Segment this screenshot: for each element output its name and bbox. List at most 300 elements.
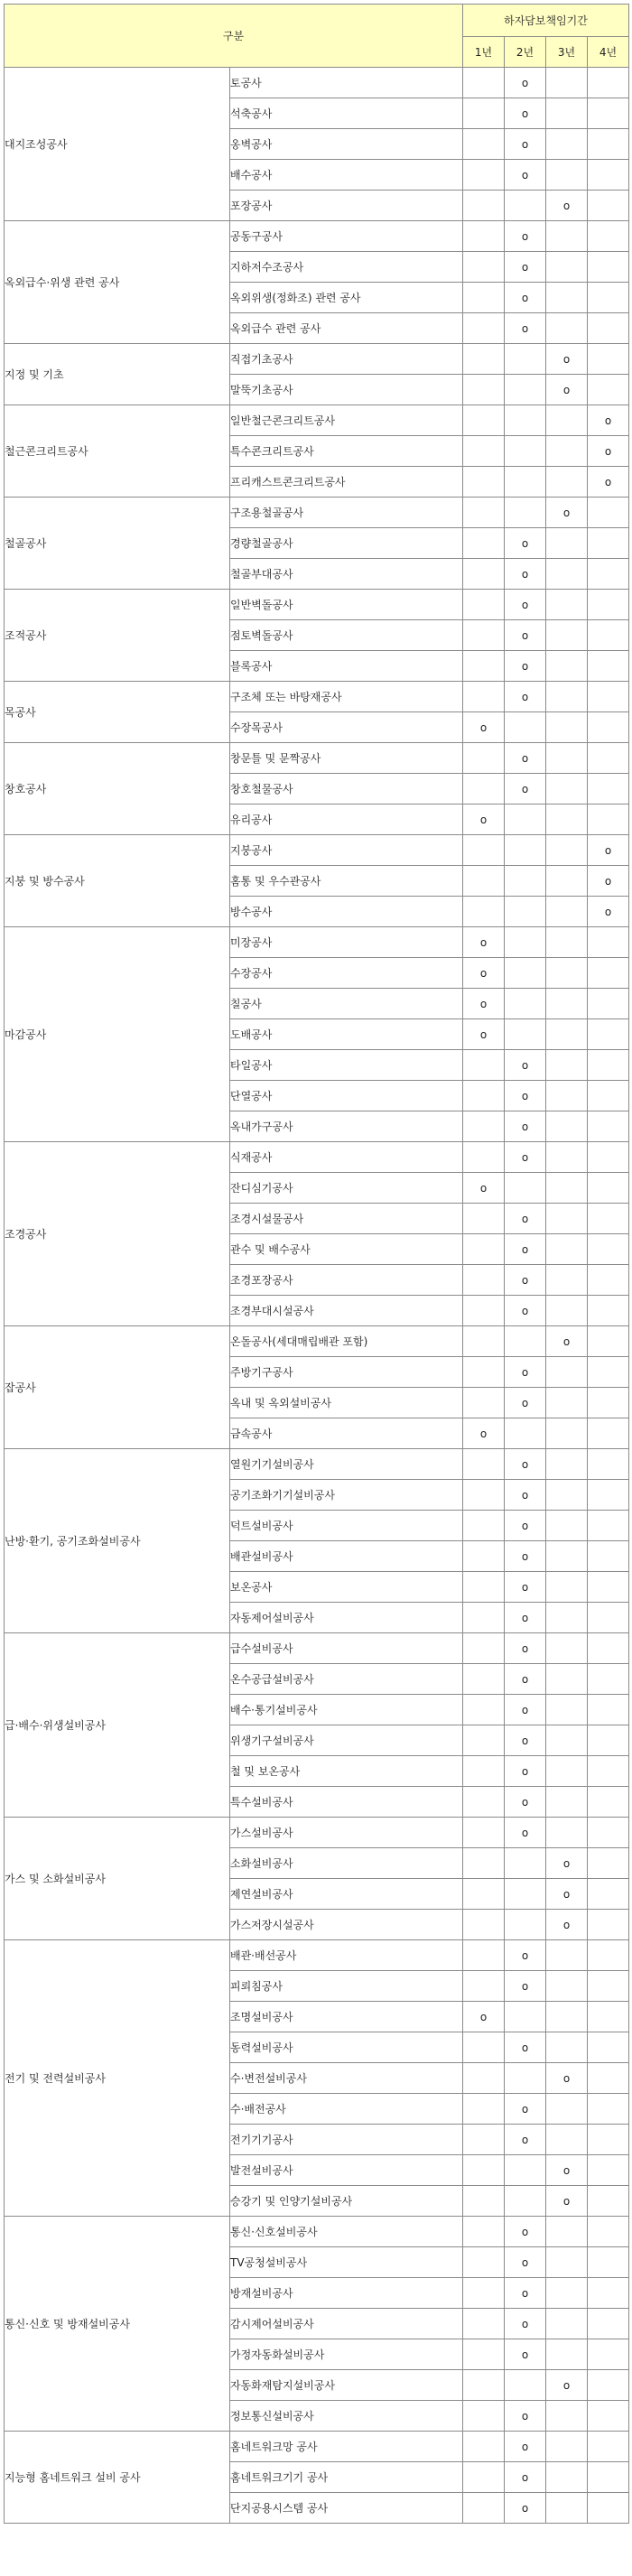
year-1-cell: o <box>463 712 505 743</box>
year-2-cell: o <box>505 620 546 651</box>
work-item-cell: 조경부대시설공사 <box>230 1296 463 1326</box>
category-cell: 마감공사 <box>5 927 230 1142</box>
year-1-cell <box>463 375 505 405</box>
year-1-cell <box>463 1695 505 1725</box>
year-1-cell <box>463 98 505 129</box>
work-item-cell: 승강기 및 인양기설비공사 <box>230 2186 463 2217</box>
year-1-cell <box>463 2432 505 2462</box>
year-3-cell: o <box>546 344 588 375</box>
work-item-cell: 포장공사 <box>230 191 463 221</box>
year-3-cell <box>546 405 588 436</box>
work-item-cell: 도배공사 <box>230 1019 463 1050</box>
year-4-cell <box>588 590 629 620</box>
table-row <box>5 835 629 866</box>
year-3-cell: o <box>546 2155 588 2186</box>
year-3-cell <box>546 313 588 344</box>
work-item-cell: TV공청설비공사 <box>230 2247 463 2278</box>
work-item-cell: 잔디심기공사 <box>230 1173 463 1204</box>
year-3-cell <box>546 2094 588 2125</box>
table-row <box>5 2432 629 2462</box>
table-row <box>5 2217 629 2247</box>
work-item-cell: 방수공사 <box>230 897 463 927</box>
year-2-cell: o <box>505 98 546 129</box>
category-cell: 조경공사 <box>5 1142 230 1326</box>
work-item-cell: 식재공사 <box>230 1142 463 1173</box>
year-4-cell <box>588 283 629 313</box>
year-1-cell <box>463 774 505 804</box>
year-3-cell <box>546 774 588 804</box>
year-4-cell <box>588 2401 629 2432</box>
work-item-cell: 보온공사 <box>230 1572 463 1603</box>
year-1-cell <box>463 129 505 160</box>
year-2-cell <box>505 2063 546 2094</box>
year-4-cell <box>588 2186 629 2217</box>
year-1-cell <box>463 1111 505 1142</box>
category-cell: 대지조성공사 <box>5 68 230 221</box>
year-4-cell <box>588 1848 629 1879</box>
year-4-cell <box>588 498 629 528</box>
year-4-cell <box>588 2278 629 2309</box>
year-2-cell: o <box>505 129 546 160</box>
year-2-cell: o <box>505 1265 546 1296</box>
year-1-cell <box>463 2401 505 2432</box>
year-3-cell <box>546 590 588 620</box>
year-3-cell <box>546 989 588 1019</box>
work-item-cell: 배관설비공사 <box>230 1541 463 1572</box>
year-1-cell <box>463 2493 505 2524</box>
year-3-cell <box>546 1971 588 2002</box>
work-item-cell: 경량철골공사 <box>230 528 463 559</box>
work-item-cell: 방재설비공사 <box>230 2278 463 2309</box>
work-item-cell: 가정자동화설비공사 <box>230 2339 463 2370</box>
work-item-cell: 미장공사 <box>230 927 463 958</box>
category-cell: 지붕 및 방수공사 <box>5 835 230 927</box>
year-2-cell: o <box>505 1388 546 1418</box>
year-3-cell <box>546 835 588 866</box>
year-2-cell: o <box>505 1695 546 1725</box>
year-4-cell <box>588 191 629 221</box>
year-1-cell <box>463 498 505 528</box>
year-2-cell: o <box>505 68 546 98</box>
year-1-cell <box>463 1357 505 1388</box>
work-item-cell: 온수공급설비공사 <box>230 1664 463 1695</box>
year-1-cell <box>463 2217 505 2247</box>
year-4-cell <box>588 2155 629 2186</box>
year-3-cell <box>546 528 588 559</box>
year-2-cell: o <box>505 1541 546 1572</box>
work-item-cell: 가스설비공사 <box>230 1818 463 1848</box>
category-cell: 급·배수·위생설비공사 <box>5 1633 230 1818</box>
year-1-cell <box>463 1664 505 1695</box>
year-1-cell: o <box>463 2002 505 2032</box>
work-item-cell: 홈네트워크기기 공사 <box>230 2462 463 2493</box>
year-2-cell: o <box>505 2493 546 2524</box>
work-item-cell: 철골부대공사 <box>230 559 463 590</box>
header-year-2: 2년 <box>505 37 546 68</box>
table-row <box>5 68 629 98</box>
year-2-cell: o <box>505 559 546 590</box>
year-1-cell <box>463 1050 505 1081</box>
category-cell: 가스 및 소화설비공사 <box>5 1818 230 1940</box>
year-3-cell <box>546 804 588 835</box>
table-row <box>5 927 629 958</box>
year-4-cell <box>588 1418 629 1449</box>
year-3-cell: o <box>546 1879 588 1910</box>
year-2-cell <box>505 2155 546 2186</box>
work-item-cell: 배수공사 <box>230 160 463 191</box>
year-3-cell: o <box>546 1326 588 1357</box>
year-4-cell: o <box>588 467 629 498</box>
work-item-cell: 창호철물공사 <box>230 774 463 804</box>
year-1-cell <box>463 191 505 221</box>
year-3-cell <box>546 559 588 590</box>
year-3-cell <box>546 1664 588 1695</box>
work-item-cell: 주방기구공사 <box>230 1357 463 1388</box>
year-4-cell <box>588 1940 629 1971</box>
year-2-cell: o <box>505 1050 546 1081</box>
year-1-cell <box>463 2309 505 2339</box>
category-cell: 지능형 홈네트워크 설비 공사 <box>5 2432 230 2524</box>
year-2-cell: o <box>505 1234 546 1265</box>
year-4-cell <box>588 1142 629 1173</box>
year-2-cell <box>505 1910 546 1940</box>
year-3-cell <box>546 866 588 897</box>
work-item-cell: 직접기초공사 <box>230 344 463 375</box>
year-2-cell: o <box>505 1449 546 1480</box>
year-1-cell <box>463 2125 505 2155</box>
year-4-cell <box>588 1818 629 1848</box>
work-item-cell: 자동화재탐지설비공사 <box>230 2370 463 2401</box>
year-4-cell <box>588 2309 629 2339</box>
work-item-cell: 특수설비공사 <box>230 1787 463 1818</box>
year-3-cell: o <box>546 2186 588 2217</box>
year-4-cell <box>588 1725 629 1756</box>
work-item-cell: 칠공사 <box>230 989 463 1019</box>
year-2-cell: o <box>505 283 546 313</box>
year-4-cell <box>588 1081 629 1111</box>
work-item-cell: 정보통신설비공사 <box>230 2401 463 2432</box>
year-3-cell <box>546 467 588 498</box>
year-1-cell <box>463 344 505 375</box>
year-3-cell <box>546 252 588 283</box>
year-2-cell: o <box>505 313 546 344</box>
year-1-cell <box>463 313 505 344</box>
category-cell: 철골공사 <box>5 498 230 590</box>
year-4-cell <box>588 2125 629 2155</box>
year-4-cell: o <box>588 866 629 897</box>
table-row <box>5 1633 629 1664</box>
year-2-cell: o <box>505 1725 546 1756</box>
work-item-cell: 열원기기설비공사 <box>230 1449 463 1480</box>
year-2-cell <box>505 989 546 1019</box>
year-1-cell <box>463 1081 505 1111</box>
year-1-cell <box>463 252 505 283</box>
header-year-3: 3년 <box>546 37 588 68</box>
table-row <box>5 1940 629 1971</box>
year-3-cell <box>546 1296 588 1326</box>
work-item-cell: 급수설비공사 <box>230 1633 463 1664</box>
year-2-cell: o <box>505 1357 546 1388</box>
year-2-cell <box>505 1326 546 1357</box>
year-1-cell: o <box>463 1418 505 1449</box>
year-2-cell <box>505 1019 546 1050</box>
year-3-cell <box>546 927 588 958</box>
year-1-cell <box>463 590 505 620</box>
work-item-cell: 구조용철골공사 <box>230 498 463 528</box>
year-4-cell <box>588 620 629 651</box>
table-row <box>5 1326 629 1357</box>
work-item-cell: 블록공사 <box>230 651 463 682</box>
year-4-cell <box>588 774 629 804</box>
year-3-cell <box>546 1418 588 1449</box>
work-item-cell: 말뚝기초공사 <box>230 375 463 405</box>
year-2-cell: o <box>505 2401 546 2432</box>
work-item-cell: 일반벽돌공사 <box>230 590 463 620</box>
year-2-cell <box>505 498 546 528</box>
year-4-cell <box>588 1111 629 1142</box>
year-2-cell <box>505 2002 546 2032</box>
work-item-cell: 옥외급수 관련 공사 <box>230 313 463 344</box>
warranty-period-table <box>4 4 629 2524</box>
year-1-cell <box>463 1388 505 1418</box>
year-2-cell: o <box>505 1818 546 1848</box>
year-4-cell <box>588 2432 629 2462</box>
year-3-cell: o <box>546 191 588 221</box>
year-1-cell <box>463 1326 505 1357</box>
year-1-cell <box>463 1265 505 1296</box>
year-2-cell: o <box>505 2217 546 2247</box>
work-item-cell: 공기조화기기설비공사 <box>230 1480 463 1511</box>
year-1-cell <box>463 1633 505 1664</box>
year-1-cell <box>463 1142 505 1173</box>
category-cell: 지정 및 기초 <box>5 344 230 405</box>
work-item-cell: 관수 및 배수공사 <box>230 1234 463 1265</box>
year-2-cell: o <box>505 1787 546 1818</box>
year-1-cell <box>463 436 505 467</box>
year-4-cell <box>588 1541 629 1572</box>
year-3-cell <box>546 1234 588 1265</box>
table-row <box>5 344 629 375</box>
year-3-cell <box>546 98 588 129</box>
year-1-cell <box>463 1879 505 1910</box>
year-2-cell: o <box>505 1142 546 1173</box>
work-item-cell: 공동구공사 <box>230 221 463 252</box>
year-1-cell <box>463 1725 505 1756</box>
year-3-cell <box>546 1357 588 1388</box>
year-4-cell <box>588 375 629 405</box>
work-item-cell: 지하저수조공사 <box>230 252 463 283</box>
year-4-cell <box>588 1388 629 1418</box>
work-item-cell: 점토벽돌공사 <box>230 620 463 651</box>
header-year-4: 4년 <box>588 37 629 68</box>
year-4-cell <box>588 743 629 774</box>
year-2-cell <box>505 1879 546 1910</box>
year-4-cell <box>588 344 629 375</box>
year-4-cell <box>588 1234 629 1265</box>
year-4-cell <box>588 313 629 344</box>
year-4-cell <box>588 98 629 129</box>
year-1-cell <box>463 1787 505 1818</box>
year-2-cell: o <box>505 651 546 682</box>
year-3-cell <box>546 1480 588 1511</box>
year-1-cell <box>463 2063 505 2094</box>
year-2-cell: o <box>505 590 546 620</box>
year-1-cell <box>463 835 505 866</box>
year-1-cell <box>463 682 505 712</box>
year-3-cell <box>546 2462 588 2493</box>
year-4-cell <box>588 1787 629 1818</box>
year-4-cell <box>588 958 629 989</box>
year-4-cell: o <box>588 436 629 467</box>
year-4-cell <box>588 1633 629 1664</box>
year-4-cell <box>588 1695 629 1725</box>
table-row <box>5 682 629 712</box>
year-3-cell <box>546 2278 588 2309</box>
year-3-cell: o <box>546 2370 588 2401</box>
year-4-cell <box>588 1204 629 1234</box>
work-item-cell: 조명설비공사 <box>230 2002 463 2032</box>
work-item-cell: 석축공사 <box>230 98 463 129</box>
year-3-cell: o <box>546 1848 588 1879</box>
year-4-cell <box>588 2493 629 2524</box>
year-1-cell <box>463 1449 505 1480</box>
year-4-cell <box>588 651 629 682</box>
year-4-cell <box>588 1756 629 1787</box>
work-item-cell: 옥내가구공사 <box>230 1111 463 1142</box>
year-3-cell <box>546 1050 588 1081</box>
year-4-cell <box>588 1511 629 1541</box>
year-2-cell: o <box>505 2462 546 2493</box>
year-3-cell <box>546 712 588 743</box>
year-3-cell <box>546 1541 588 1572</box>
year-3-cell <box>546 1725 588 1756</box>
year-1-cell <box>463 620 505 651</box>
year-4-cell <box>588 2217 629 2247</box>
category-cell: 난방·환기, 공기조화설비공사 <box>5 1449 230 1633</box>
year-2-cell <box>505 436 546 467</box>
table-row <box>5 1142 629 1173</box>
year-1-cell <box>463 283 505 313</box>
work-item-cell: 제연설비공사 <box>230 1879 463 1910</box>
header-warranty-period: 하자담보책임기간 <box>463 5 629 37</box>
year-4-cell <box>588 1326 629 1357</box>
year-2-cell <box>505 712 546 743</box>
year-3-cell <box>546 2125 588 2155</box>
year-4-cell <box>588 2462 629 2493</box>
year-1-cell <box>463 1848 505 1879</box>
year-3-cell: o <box>546 498 588 528</box>
year-1-cell <box>463 2247 505 2278</box>
work-item-cell: 수장목공사 <box>230 712 463 743</box>
year-3-cell <box>546 1111 588 1142</box>
year-1-cell <box>463 651 505 682</box>
year-1-cell: o <box>463 958 505 989</box>
year-4-cell <box>588 1449 629 1480</box>
year-3-cell <box>546 2493 588 2524</box>
work-item-cell: 감시제어설비공사 <box>230 2309 463 2339</box>
year-1-cell: o <box>463 927 505 958</box>
year-3-cell <box>546 897 588 927</box>
category-cell: 창호공사 <box>5 743 230 835</box>
year-2-cell <box>505 866 546 897</box>
year-3-cell <box>546 682 588 712</box>
year-2-cell: o <box>505 2032 546 2063</box>
year-2-cell: o <box>505 1664 546 1695</box>
year-3-cell <box>546 2401 588 2432</box>
year-1-cell <box>463 2032 505 2063</box>
year-4-cell <box>588 1572 629 1603</box>
year-4-cell <box>588 1664 629 1695</box>
year-2-cell: o <box>505 1511 546 1541</box>
year-4-cell <box>588 1019 629 1050</box>
category-cell: 조적공사 <box>5 590 230 682</box>
year-3-cell <box>546 160 588 191</box>
year-2-cell: o <box>505 2247 546 2278</box>
year-4-cell <box>588 2339 629 2370</box>
year-1-cell <box>463 866 505 897</box>
year-4-cell <box>588 160 629 191</box>
year-1-cell <box>463 1511 505 1541</box>
year-2-cell: o <box>505 2309 546 2339</box>
work-item-cell: 금속공사 <box>230 1418 463 1449</box>
table-row <box>5 1818 629 1848</box>
year-1-cell <box>463 1971 505 2002</box>
year-2-cell: o <box>505 1081 546 1111</box>
year-2-cell: o <box>505 1480 546 1511</box>
year-1-cell <box>463 528 505 559</box>
year-3-cell <box>546 1449 588 1480</box>
year-3-cell <box>546 436 588 467</box>
work-item-cell: 피뢰침공사 <box>230 1971 463 2002</box>
table-body <box>5 68 629 2524</box>
year-2-cell <box>505 1848 546 1879</box>
work-item-cell: 일반철근콘크리트공사 <box>230 405 463 436</box>
work-item-cell: 홈네트워크망 공사 <box>230 2432 463 2462</box>
year-1-cell: o <box>463 989 505 1019</box>
table-header <box>5 5 629 68</box>
year-4-cell: o <box>588 835 629 866</box>
year-1-cell <box>463 2339 505 2370</box>
table-row <box>5 1449 629 1480</box>
year-3-cell <box>546 2339 588 2370</box>
year-2-cell: o <box>505 160 546 191</box>
year-3-cell <box>546 1265 588 1296</box>
year-1-cell <box>463 2094 505 2125</box>
work-item-cell: 수·변전설비공사 <box>230 2063 463 2094</box>
year-4-cell <box>588 2370 629 2401</box>
work-item-cell: 철 및 보온공사 <box>230 1756 463 1787</box>
table-row <box>5 590 629 620</box>
work-item-cell: 지붕공사 <box>230 835 463 866</box>
table-row <box>5 221 629 252</box>
year-2-cell: o <box>505 1633 546 1664</box>
year-4-cell <box>588 129 629 160</box>
year-2-cell: o <box>505 1940 546 1971</box>
work-item-cell: 옥외위생(정화조) 관련 공사 <box>230 283 463 313</box>
work-item-cell: 유리공사 <box>230 804 463 835</box>
year-2-cell <box>505 2186 546 2217</box>
year-3-cell: o <box>546 2063 588 2094</box>
year-1-cell <box>463 2155 505 2186</box>
header-category: 구분 <box>5 5 463 68</box>
year-4-cell <box>588 1480 629 1511</box>
year-2-cell <box>505 405 546 436</box>
year-4-cell: o <box>588 897 629 927</box>
year-3-cell <box>546 1142 588 1173</box>
year-1-cell <box>463 1603 505 1633</box>
year-3-cell <box>546 2032 588 2063</box>
year-4-cell <box>588 1265 629 1296</box>
